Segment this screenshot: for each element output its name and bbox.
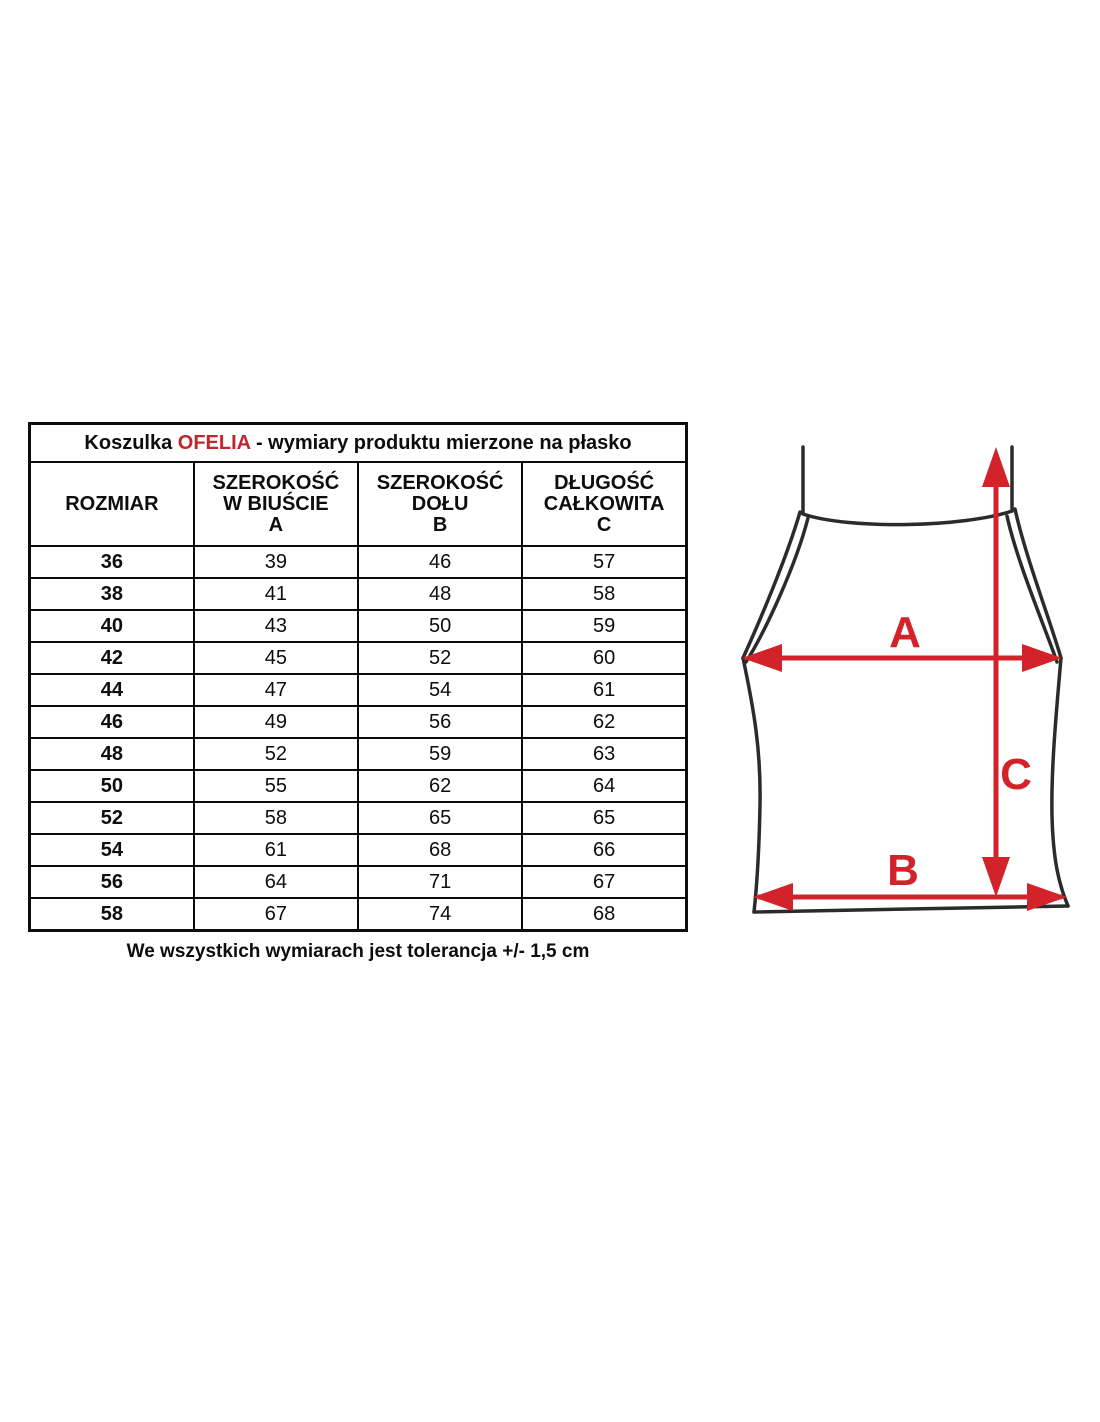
bust-width-cell: 45 [194,642,358,674]
bottom-width-cell: 71 [358,866,522,898]
bottom-width-cell: 62 [358,770,522,802]
bust-width-cell: 58 [194,802,358,834]
bust-width-cell: 67 [194,898,358,931]
bust-width-cell: 41 [194,578,358,610]
size-cell: 52 [30,802,194,834]
table-row [30,546,687,578]
table-row [30,738,687,770]
bottom-width-cell: 68 [358,834,522,866]
label-b: B [887,846,919,895]
size-cell: 48 [30,738,194,770]
title-suffix: - wymiary produktu mierzone na płasko [255,431,632,454]
header-bottom-width-column [358,462,522,546]
arrow-c-head-bottom [982,857,1010,897]
size-cell: 54 [30,834,194,866]
bottom-width-cell: 46 [358,546,522,578]
total-length-cell: 65 [522,802,686,834]
bottom-width-cell: 50 [358,610,522,642]
arrow-c-head-top [982,447,1010,487]
table-header-row [30,462,687,546]
bust-width-cell: 52 [194,738,358,770]
size-cell: 36 [30,546,194,578]
total-length-cell: 64 [522,770,686,802]
header-bust-line1: SZEROKOŚĆ [212,471,340,494]
arrow-b-head-left [753,883,793,911]
table-row [30,610,687,642]
total-length-cell: 61 [522,674,686,706]
header-length-letter: C [596,513,612,536]
tank-top-outline [743,447,1068,912]
header-bottom-line2: DOŁU [411,492,469,515]
total-length-cell: 58 [522,578,686,610]
table-row [30,834,687,866]
left-side-seam [743,658,760,912]
right-armhole-outer [1015,509,1061,658]
size-cell: 42 [30,642,194,674]
label-c: C [1000,750,1032,799]
bust-width-cell: 61 [194,834,358,866]
size-cell: 38 [30,578,194,610]
bottom-width-cell: 54 [358,674,522,706]
size-cell: 56 [30,866,194,898]
header-size-label: ROZMIAR [65,492,159,515]
size-cell: 44 [30,674,194,706]
bust-width-cell: 64 [194,866,358,898]
size-cell: 58 [30,898,194,931]
bottom-width-cell: 59 [358,738,522,770]
header-bottom-line1: SZEROKOŚĆ [376,471,504,494]
table-title [30,424,687,463]
bottom-width-cell: 56 [358,706,522,738]
total-length-cell: 62 [522,706,686,738]
size-cell: 50 [30,770,194,802]
total-length-cell: 63 [522,738,686,770]
table-row [30,674,687,706]
size-cell: 40 [30,610,194,642]
header-total-length-column [522,462,686,546]
header-length-line1: DŁUGOŚĆ [554,471,655,494]
garment-diagram [720,420,1100,960]
left-armhole-outer [743,512,800,658]
total-length-cell: 68 [522,898,686,931]
table-row [30,802,687,834]
bust-width-cell: 55 [194,770,358,802]
table-row [30,642,687,674]
total-length-cell: 67 [522,866,686,898]
total-length-cell: 60 [522,642,686,674]
table-title-row [30,424,687,463]
header-bottom-letter: B [432,513,448,536]
right-armhole-inner [1007,516,1057,662]
left-armhole-inner [746,518,808,662]
header-size-column [30,462,194,546]
hem-line [754,906,1068,912]
arrow-a-head-right [1022,644,1062,672]
bust-width-cell: 49 [194,706,358,738]
total-length-cell: 57 [522,546,686,578]
table-row [30,770,687,802]
label-a: A [889,608,921,657]
neckline [803,511,1012,525]
tolerance-note: We wszystkich wymiarach jest tolerancja +/- 1,5 cm [126,941,590,962]
title-prefix: Koszulka [84,431,173,454]
header-bust-line2: W BIUŚCIE [223,492,329,515]
bust-width-cell: 47 [194,674,358,706]
bottom-width-cell: 65 [358,802,522,834]
size-cell: 46 [30,706,194,738]
size-table [28,422,688,932]
bottom-width-cell: 74 [358,898,522,931]
bottom-width-cell: 48 [358,578,522,610]
title-product-name: OFELIA [177,431,251,454]
size-table-section [28,422,688,963]
table-row [30,578,687,610]
header-length-line2: CAŁKOWITA [543,492,665,515]
right-side-seam [1052,658,1068,906]
bust-width-cell: 39 [194,546,358,578]
total-length-cell: 59 [522,610,686,642]
bottom-width-cell: 52 [358,642,522,674]
table-row [30,706,687,738]
header-bust-letter: A [268,513,284,536]
header-bust-width-column [194,462,358,546]
table-row [30,866,687,898]
total-length-cell: 66 [522,834,686,866]
table-row [30,898,687,931]
bust-width-cell: 43 [194,610,358,642]
